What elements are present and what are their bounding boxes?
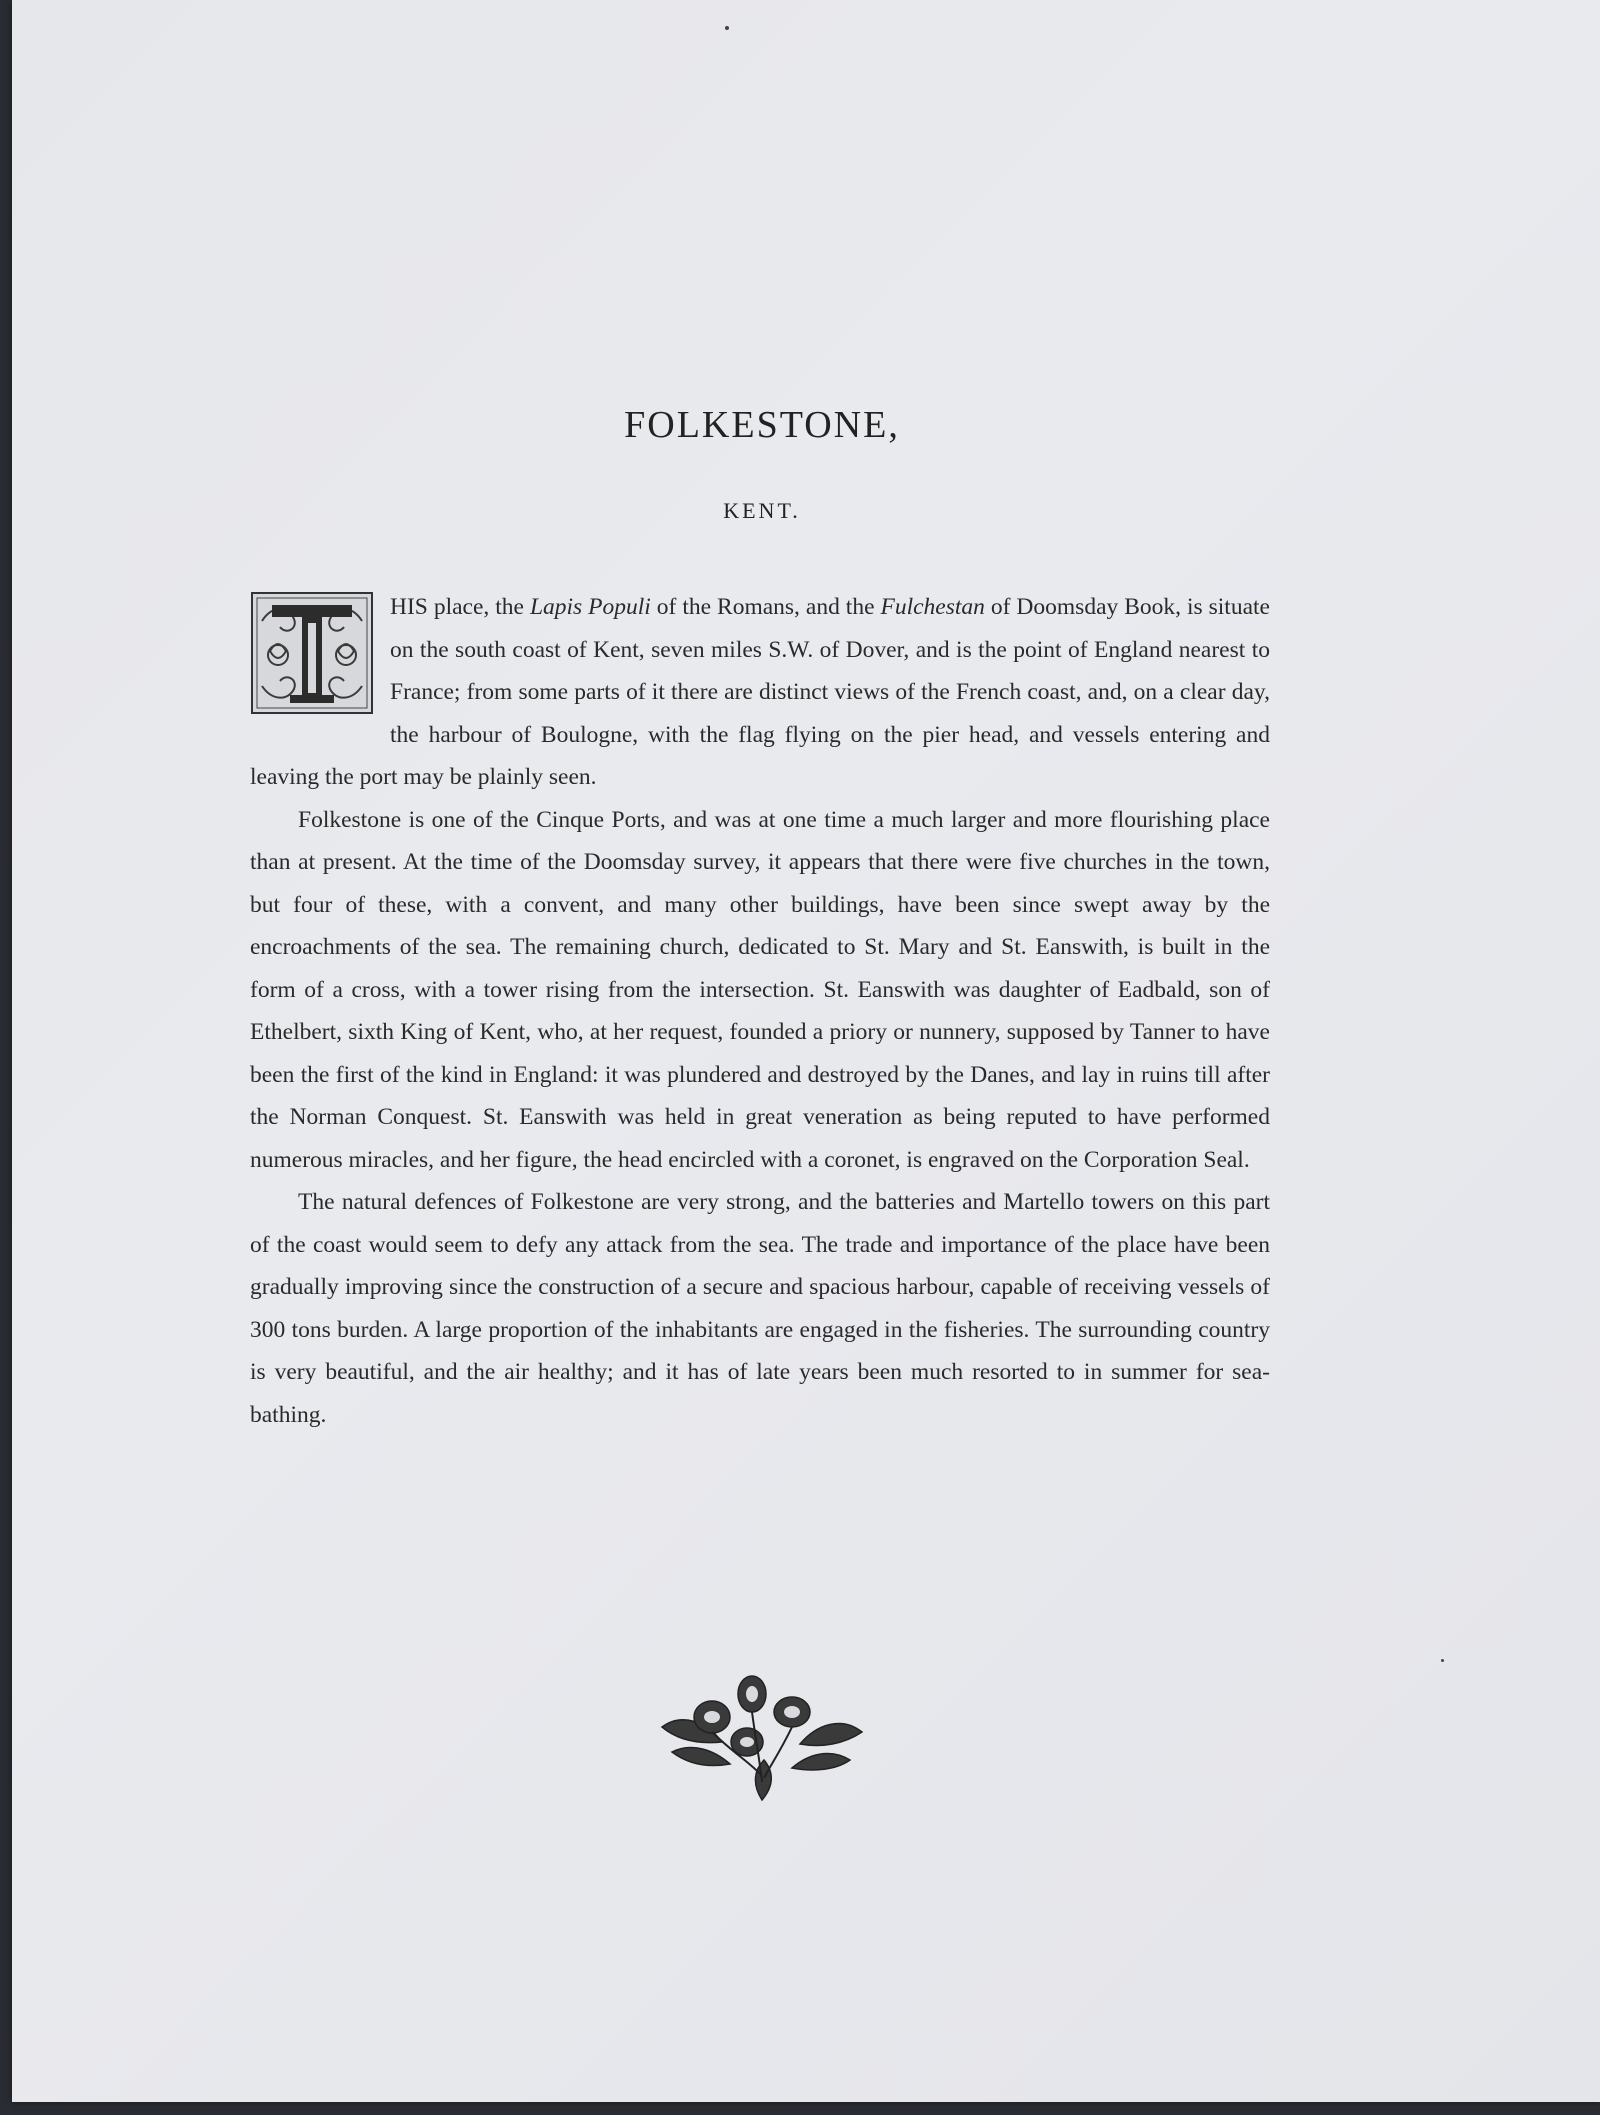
page-subtitle: KENT. bbox=[723, 498, 801, 523]
paragraph-1: HIS place, the Lapis Populi of the Romans, and the Fulchestan of Doomsday Book, is situate on the south coast of Kent, seven miles S.W. of Dover, and is the point of England nearest to France; from some parts of it there are distinct views of the French coast, and, on a clear day, the harbour of Boulogne, with the flag flying on the pier head, and vessels entering and leaving the port may be plainly seen. bbox=[250, 586, 1270, 799]
floral-vignette-icon bbox=[652, 1672, 872, 1802]
paragraph-3: The natural defences of Folkestone are very strong, and the batteries and Martello towers on this part of the coast would seem to defy any attack from the sea. The trade and importance of the place have been gradually improving since the construction of a secure and spacious harbour, capable of receiving vessels of 300 tons burden. A large proportion of the inhabitants are engaged in the fisheries. The surrounding country is very beautiful, and the air healthy; and it has of late years been much resorted to in summer for sea-bathing. bbox=[250, 1189, 1270, 1428]
article-body bbox=[250, 586, 1270, 1436]
speck-mark bbox=[725, 26, 729, 30]
latin-name-italic: Lapis Populi bbox=[529, 594, 651, 620]
old-name-italic: Fulchestan bbox=[880, 594, 985, 620]
page-sheet bbox=[12, 0, 1600, 2102]
speck-mark bbox=[1441, 1659, 1444, 1662]
ornamental-initial-icon bbox=[250, 591, 374, 715]
page-title: FOLKESTONE, bbox=[624, 404, 900, 446]
paragraph-2: Folkestone is one of the Cinque Ports, and was at one time a much larger and more flourishing place than at present. At the time of the Doomsday survey, it appears that there were five churches in the town, but four of these, with a convent, and many other buildings, have been since swept away by the encroachments of the sea. The remaining church, dedicated to St. Mary and St. Eanswith, is built in the form of a cross, with a tower rising from the intersection. St. Eanswith was daughter of Eadbald, son of Ethelbert, sixth King of Kent, who, at her request, founded a priory or nunnery, supposed by Tanner to have been the first of the kind in England: it was plundered and destroyed by the Danes, and lay in ruins till after the Norman Conquest. St. Eanswith was held in great veneration as being reputed to have performed numerous miracles, and her figure, the head encircled with a coronet, is engraved on the Corporation Seal. bbox=[250, 806, 1270, 1173]
